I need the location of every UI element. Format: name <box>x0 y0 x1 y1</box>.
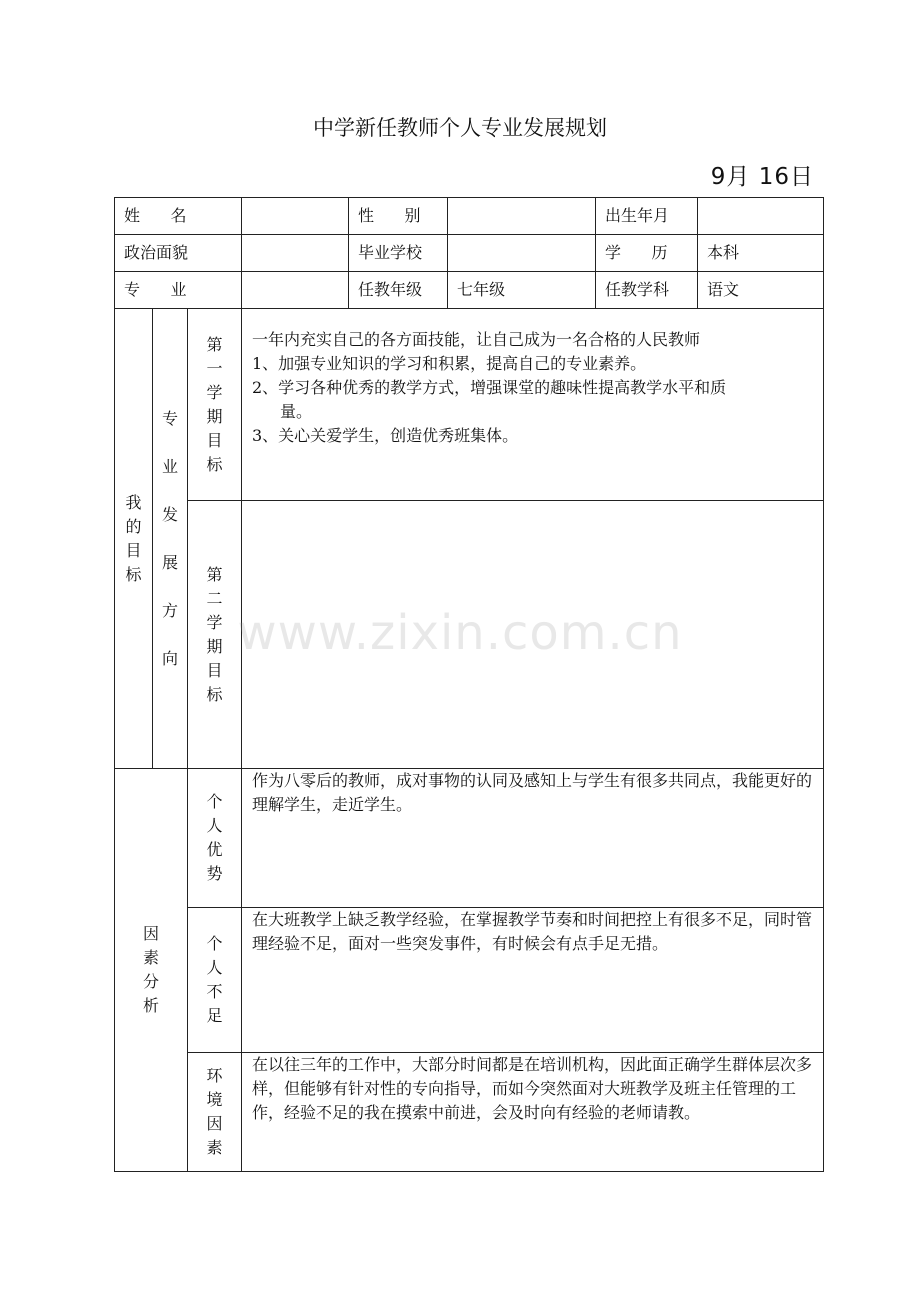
birth-value <box>698 198 823 234</box>
term2-label: 第二学期目标 <box>206 564 223 704</box>
name-label: 姓 名 <box>124 206 187 225</box>
gender-label: 性 别 <box>358 206 421 225</box>
politics-label: 政治面貌 <box>124 243 189 262</box>
document-date: 9月 16日 <box>710 164 814 190</box>
school-value <box>448 235 595 271</box>
grade-value: 七年级 <box>457 280 506 299</box>
goals-section-label: 我的目标 <box>125 492 142 584</box>
direction-label: 专业发展方向 <box>161 408 178 668</box>
table-border-right <box>823 197 824 1172</box>
education-value: 本科 <box>707 243 740 262</box>
term1-item: 3、关心关爱学生，创造优秀班集体。 <box>252 426 519 445</box>
term1-item-continued: 量。 <box>280 402 313 421</box>
term1-intro: 一年内充实自己的各方面技能，让自己成为一名合格的人民教师 <box>252 330 701 349</box>
politics-value <box>242 235 348 271</box>
school-label: 毕业学校 <box>358 243 423 262</box>
gender-value <box>448 198 595 234</box>
major-label: 专 业 <box>124 280 187 299</box>
subject-value: 语文 <box>707 280 740 299</box>
grade-label: 任教年级 <box>358 280 423 299</box>
name-value <box>242 198 348 234</box>
major-value <box>242 272 348 308</box>
watermark: www.zixin.com.cn <box>237 605 683 661</box>
strength-text: 作为八零后的教师，成对事物的认同及感知上与学生有很多共同点，我能更好的理解学生，走近学生。 <box>252 771 813 814</box>
education-label: 学 历 <box>605 243 668 262</box>
environment-label: 环境因素 <box>206 1066 223 1157</box>
birth-label: 出生年月 <box>605 206 670 225</box>
weakness-label: 个人不足 <box>206 934 223 1025</box>
subject-label: 任教学科 <box>605 280 670 299</box>
strength-label: 个人优势 <box>206 792 223 883</box>
term1-item: 2、学习各种优秀的教学方式，增强课堂的趣味性提高教学水平和质 <box>252 378 727 397</box>
environment-text: 在以往三年的工作中，大部分时间都是在培训机构，因此面正确学生群体层次多样，但能够有针对性的专向指导，而如今突然面对大班教学及班主任管理的工作，经验不足的我在摸索中前进，会及时向有经验的老师请教。 <box>252 1055 813 1122</box>
factors-section-label: 因素分析 <box>142 924 159 1015</box>
term2-goals <box>242 501 823 768</box>
term1-goals <box>242 328 823 500</box>
term1-label: 第一学期目标 <box>206 334 223 474</box>
term1-item: 1、加强专业知识的学习和积累，提高自己的专业素养。 <box>252 354 647 373</box>
document-title: 中学新任教师个人专业发展规划 <box>313 116 607 140</box>
table-border-bottom <box>114 1171 824 1172</box>
weakness-text: 在大班教学上缺乏教学经验，在掌握教学节奏和时间把控上有很多不足，同时管理经验不足，面对一些突发事件，有时候会有点手足无措。 <box>252 910 813 953</box>
